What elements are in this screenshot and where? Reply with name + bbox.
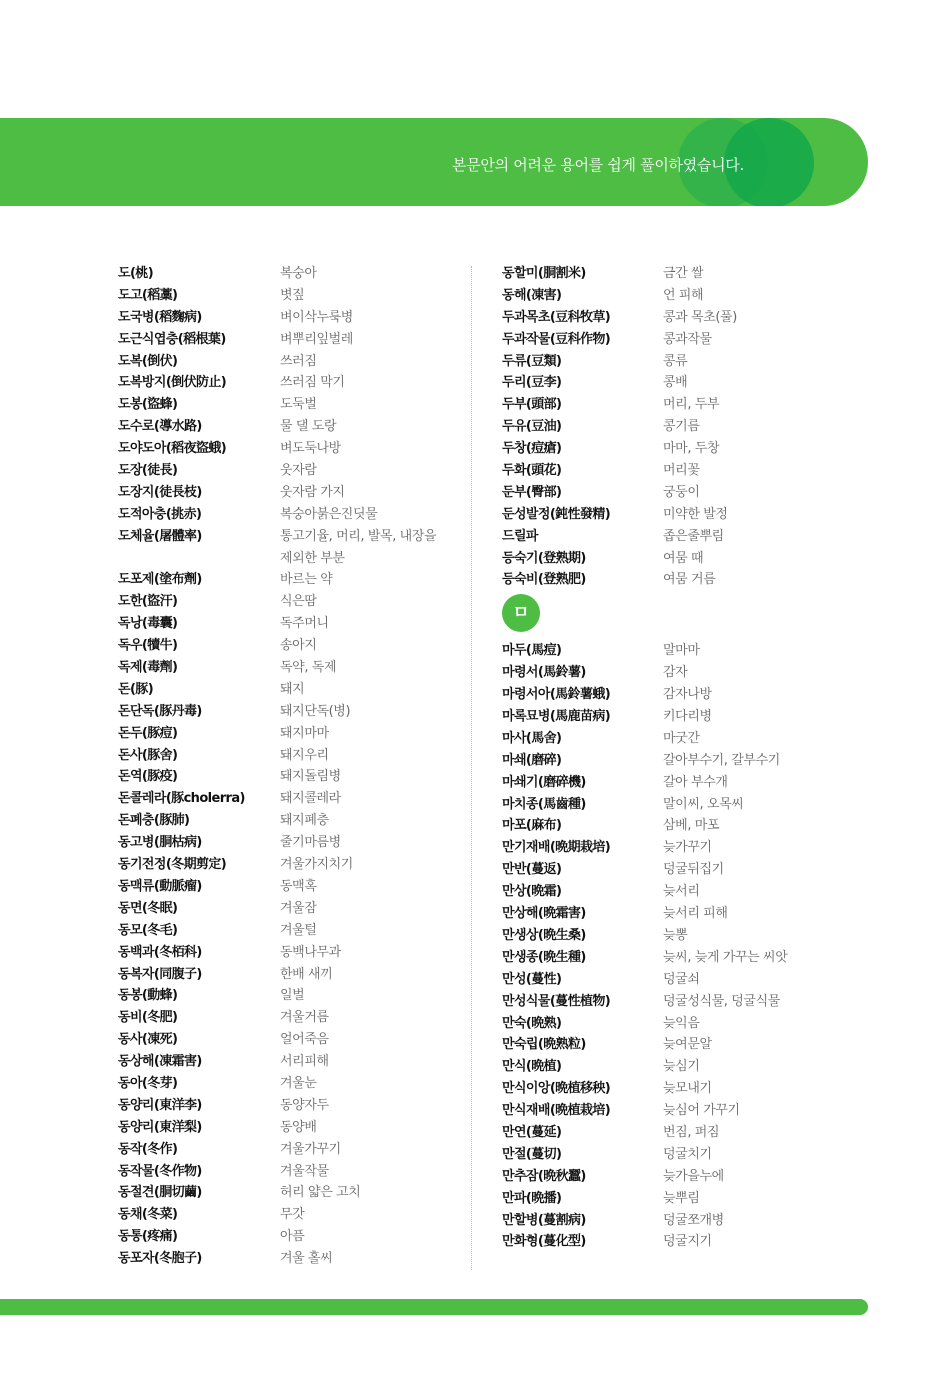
glossary-term: 마록묘병(馬鹿苗病) [502, 709, 611, 725]
glossary-term: 만상해(晩霜害) [502, 906, 586, 922]
glossary-definition: 볏짚 [280, 287, 305, 303]
glossary-definition: 늦심어 가꾸기 [663, 1103, 740, 1119]
glossary-term: 만생종(晩生種) [502, 949, 586, 965]
glossary-term: 독낭(毒囊) [118, 616, 178, 632]
glossary-definition: 미약한 발정 [663, 506, 728, 522]
glossary-definition: 늦여문알 [663, 1037, 712, 1053]
glossary-term: 도고(稻藁) [118, 287, 178, 303]
glossary-term: 만성식물(蔓性植物) [502, 993, 611, 1009]
glossary-term: 도국병(稻麴病) [118, 309, 202, 325]
glossary-entry [502, 706, 712, 728]
glossary-term: 마령서아(馬鈴薯蛾) [502, 687, 611, 703]
glossary-definition: 좁은줄뿌림 [663, 528, 724, 544]
glossary-term: 동양리(東洋梨) [118, 1119, 202, 1135]
glossary-entry [502, 394, 720, 416]
glossary-term: 두과목초(豆科牧草) [502, 309, 611, 325]
glossary-definition: 말이씨, 오목씨 [663, 796, 744, 812]
glossary-definition: 쓰러짐 [280, 353, 317, 369]
glossary-term: 만할병(蔓割病) [502, 1212, 586, 1228]
glossary-definition: 겨울거름 [280, 1010, 329, 1026]
glossary-definition: 언 피해 [663, 287, 704, 303]
glossary-term: 동모(冬毛) [118, 922, 178, 938]
glossary-term: 도복방지(倒伏防止) [118, 375, 227, 391]
glossary-term: 마쇄기(磨碎機) [502, 774, 586, 790]
glossary-definition: 갈아부수기, 갈부수기 [663, 752, 780, 768]
glossary-definition: 도둑벌 [280, 397, 317, 413]
glossary-entry [502, 1122, 720, 1144]
glossary-definition: 마굿간 [663, 730, 700, 746]
glossary-definition: 궁둥이 [663, 484, 700, 500]
glossary-definition: 콩과 목초(풀) [663, 309, 737, 325]
glossary-entry [502, 794, 744, 816]
glossary-term: 동통(疼痛) [118, 1229, 178, 1245]
glossary-term: 돈폐충(豚肺) [118, 813, 190, 829]
glossary-term: 동작(冬作) [118, 1141, 178, 1157]
glossary-term: 동포자(冬胞子) [118, 1251, 202, 1267]
glossary-term: 동채(冬菜) [118, 1207, 178, 1223]
glossary-definition: 겨울작물 [280, 1163, 329, 1179]
glossary-entry [502, 1056, 700, 1078]
glossary-term: 만생상(晩生桑) [502, 927, 586, 943]
glossary-definition: 늦가을누에 [663, 1168, 724, 1184]
glossary-term: 동기전정(冬期剪定) [118, 857, 227, 873]
glossary-definition: 머리꽃 [663, 463, 700, 479]
glossary-definition: 겨울 홀씨 [280, 1251, 333, 1267]
glossary-right-top [502, 263, 737, 591]
glossary-term: 만추잠(晩秋蠶) [502, 1168, 586, 1184]
glossary-term: 만반(蔓返) [502, 862, 562, 878]
glossary-term: 만절(蔓切) [502, 1146, 562, 1162]
glossary-definition: 독주머니 [280, 616, 329, 632]
glossary-term: 도야도아(稻夜盜蛾) [118, 441, 227, 457]
glossary-definition: 말마마 [663, 643, 700, 659]
glossary-term: 동작물(冬作物) [118, 1163, 202, 1179]
glossary-entry [502, 969, 700, 991]
glossary-definition: 식은땀 [280, 594, 317, 610]
glossary-term: 마두(馬痘) [502, 643, 562, 659]
glossary-definition: 머리, 두부 [663, 397, 720, 413]
glossary-term: 둔부(臀部) [502, 484, 562, 500]
glossary-definition: 콩배 [663, 375, 688, 391]
glossary-term: 동고병(胴枯病) [118, 835, 202, 851]
glossary-term: 돈두(豚痘) [118, 725, 178, 741]
glossary-term: 만성(蔓性) [502, 971, 562, 987]
glossary-entry [502, 859, 724, 881]
glossary-term: 돈역(豚疫) [118, 769, 178, 785]
glossary-entry [502, 837, 712, 859]
glossary-definition: 돼지콜레라 [280, 791, 341, 807]
glossary-definition: 바르는 약 [280, 572, 333, 588]
glossary-entry [502, 750, 780, 772]
glossary-definition: 겨울털 [280, 922, 317, 938]
section-badge [502, 594, 540, 632]
glossary-term: 동백과(冬栢科) [118, 944, 202, 960]
glossary-term: 두부(頭部) [502, 397, 562, 413]
glossary-term: 두류(豆類) [502, 353, 562, 369]
glossary-definition: 벼이삭누룩병 [280, 309, 353, 325]
glossary-definition: 일벌 [280, 988, 305, 1004]
glossary-term: 도체율(屠體率) [118, 528, 202, 544]
glossary-term: 도복(倒伏) [118, 353, 178, 369]
glossary-definition: 늦가꾸기 [663, 840, 712, 856]
glossary-definition: 벼도둑나방 [280, 441, 341, 457]
glossary-term: 마포(麻布) [502, 818, 562, 834]
glossary-entry [502, 684, 712, 706]
glossary-entry [502, 925, 688, 947]
glossary-term: 동봉(動蜂) [118, 988, 178, 1004]
glossary-entry [502, 1013, 700, 1035]
glossary-term: 만연(蔓延) [502, 1124, 562, 1140]
glossary-definition: 콩류 [663, 353, 688, 369]
glossary-right-column [502, 263, 788, 1253]
glossary-term: 만파(晩播) [502, 1190, 562, 1206]
glossary-definition: 무갓 [280, 1207, 305, 1223]
glossary-entry [502, 881, 700, 903]
glossary-definition: 금간 쌀 [663, 266, 704, 281]
glossary-term: 동절견(胴切繭) [118, 1185, 202, 1201]
glossary-entry [502, 351, 688, 373]
glossary-definition: 돼지폐충 [280, 813, 329, 829]
glossary-term: 동사(凍死) [118, 1032, 178, 1048]
glossary-definition: 돼지 [280, 681, 305, 697]
glossary-definition: 콩과작물 [663, 331, 712, 347]
glossary-entry [502, 526, 724, 548]
glossary-term: 두창(痘瘡) [502, 441, 562, 457]
glossary-definition: 여뭄 때 [663, 550, 704, 566]
glossary-definition: 돼지단독(병) [280, 703, 351, 719]
glossary-definition: 아픔 [280, 1229, 305, 1245]
section-letter: ㅁ [512, 603, 530, 624]
glossary-definition: 갈아 부수개 [663, 774, 728, 790]
glossary-definition: 덩굴치기 [663, 1146, 712, 1162]
glossary-definition: 송아지 [280, 638, 317, 654]
glossary-definition: 늦서리 피해 [663, 906, 728, 922]
glossary-definition: 복숭아붉은진딧물 [280, 506, 378, 522]
glossary-definition: 서리피해 [280, 1054, 329, 1070]
glossary-definition: 마마, 두창 [663, 441, 720, 457]
glossary-term: 동해(凍害) [502, 287, 562, 303]
glossary-term: 도적아충(挑赤) [118, 506, 202, 522]
glossary-term: 둔성발정(鈍性發精) [502, 506, 611, 522]
glossary-entry [502, 438, 720, 460]
glossary-entry [502, 285, 704, 307]
glossary-term: 만식이앙(晩植移秧) [502, 1081, 611, 1097]
glossary-definition: 한배 새끼 [280, 966, 333, 982]
glossary-term: 동양리(東洋李) [118, 1097, 202, 1113]
glossary-term: 마령서(馬鈴薯) [502, 665, 586, 681]
glossary-definition: 늦모내기 [663, 1081, 712, 1097]
glossary-definition: 겨울눈 [280, 1075, 317, 1091]
glossary-term: 돈단독(豚丹毒) [118, 703, 202, 719]
glossary-definition: 겨울잠 [280, 900, 317, 916]
glossary-term: 만기재배(晩期栽培) [502, 840, 611, 856]
glossary-definition: 콩기름 [663, 419, 700, 435]
glossary-entry [502, 1231, 712, 1253]
glossary-term: 동상해(凍霜害) [118, 1054, 202, 1070]
glossary-entry [502, 416, 700, 438]
glossary-definition: 웃자람 [280, 463, 317, 479]
glossary-term: 도근식엽충(稻根葉) [118, 331, 226, 347]
glossary-entry [502, 1078, 712, 1100]
glossary-term: 마사(馬舍) [502, 730, 562, 746]
glossary-term: 만식재배(晩植栽培) [502, 1103, 611, 1119]
glossary-entry [502, 1144, 712, 1166]
glossary-term: 등숙비(登熟肥) [502, 572, 586, 588]
glossary-definition: 독약, 독제 [280, 660, 337, 676]
glossary-definition: 감자 [663, 665, 688, 681]
glossary-definition: 복숭아 [280, 266, 317, 281]
glossary-term: 드릴파 [502, 528, 538, 544]
glossary-definition: 줄기마름병 [280, 835, 341, 851]
glossary-term: 도수로(導水路) [118, 419, 202, 435]
glossary-definition: 덩굴쇠 [663, 971, 700, 987]
glossary-term: 도장지(徒長枝) [118, 484, 202, 500]
glossary-entry [502, 548, 704, 570]
glossary-entry [502, 1166, 724, 1188]
glossary-term: 돈콜레라(豚cholerra) [118, 791, 245, 807]
glossary-definition: 돼지마마 [280, 725, 329, 741]
glossary-entry [502, 662, 688, 684]
glossary-definition: 겨울가지치기 [280, 857, 353, 873]
glossary-term: 두과작물(豆科作物) [502, 331, 611, 347]
glossary-definition: 늦뿌림 [663, 1190, 700, 1206]
glossary-definition: 늦서리 [663, 884, 700, 900]
glossary-term: 두화(頭花) [502, 463, 562, 479]
footer-bar [0, 1299, 868, 1315]
glossary-definition: 여뭄 거름 [663, 572, 716, 588]
glossary-definition: 동양자두 [280, 1097, 329, 1113]
glossary-entry [502, 640, 700, 662]
glossary-term: 동비(冬肥) [118, 1010, 178, 1026]
glossary-term: 도봉(盜蜂) [118, 397, 178, 413]
glossary-entry [502, 991, 780, 1013]
glossary-term: 동면(冬眠) [118, 900, 178, 916]
glossary-term: 독제(毒劑) [118, 660, 178, 676]
glossary-term: 도(桃) [118, 266, 154, 281]
glossary-entry [502, 728, 700, 750]
glossary-definition: 감자나방 [663, 687, 712, 703]
glossary-entry [502, 947, 788, 969]
banner-subtitle: 본문안의 어려운 용어를 쉽게 풀이하였습니다. [452, 156, 744, 174]
glossary-definition: 번짐, 퍼짐 [663, 1124, 720, 1140]
glossary-entry [502, 903, 728, 925]
glossary-term: 마쇄(磨碎) [502, 752, 562, 768]
glossary-definition: 삼베, 마포 [663, 818, 720, 834]
glossary-definition: 덩굴뒤집기 [663, 862, 724, 878]
glossary-term: 독우(犢牛) [118, 638, 178, 654]
glossary-term: 두리(豆李) [502, 375, 562, 391]
glossary-right-bottom [502, 640, 788, 1253]
glossary-entry [502, 307, 737, 329]
glossary-entry [502, 372, 688, 394]
glossary-definition: 얼어죽음 [280, 1032, 329, 1048]
glossary-term: 만숙(晩熟) [502, 1015, 562, 1031]
glossary-term: 만화형(蔓化型) [502, 1234, 586, 1250]
glossary-definition: 웃자람 가지 [280, 484, 345, 500]
glossary-term: 동아(冬芽) [118, 1075, 178, 1091]
glossary-definition: 키다리병 [663, 709, 712, 725]
glossary-definition: 늦익음 [663, 1015, 700, 1031]
glossary-term: 도포제(塗布劑) [118, 572, 202, 588]
glossary-definition: 제외한 부분 [280, 550, 345, 566]
glossary-term: 동맥류(動脈瘤) [118, 878, 202, 894]
glossary-definition: 덩굴쪼개병 [663, 1212, 724, 1228]
glossary-term: 두유(豆油) [502, 419, 562, 435]
column-divider [471, 266, 472, 1270]
glossary-entry [502, 1034, 712, 1056]
glossary-definition: 물 댈 도랑 [280, 419, 337, 435]
glossary-definition: 늦심기 [663, 1059, 700, 1075]
glossary-entry [502, 815, 720, 837]
glossary-entry [502, 1188, 700, 1210]
glossary-term: 만상(晩霜) [502, 884, 562, 900]
glossary-entry [502, 460, 700, 482]
glossary-term: 만식(晩植) [502, 1059, 562, 1075]
glossary-entry [502, 1100, 740, 1122]
glossary-term: 등숙기(登熟期) [502, 550, 586, 566]
glossary-term: 동할미(胴割米) [502, 266, 586, 281]
glossary-definition: 돼지우리 [280, 747, 329, 763]
glossary-term: 돈사(豚舍) [118, 747, 178, 763]
glossary-entry [502, 772, 728, 794]
glossary-entry [502, 504, 728, 526]
glossary-term: 동복자(同腹子) [118, 966, 202, 982]
glossary-term: 마치종(馬齒種) [502, 796, 586, 812]
glossary-definition: 동양배 [280, 1119, 317, 1135]
glossary-definition: 돼지돌림병 [280, 769, 341, 785]
glossary-definition: 덩굴지기 [663, 1234, 712, 1250]
glossary-definition: 동백나무과 [280, 944, 341, 960]
glossary-entry [502, 329, 712, 351]
glossary-entry [502, 569, 716, 591]
glossary-definition: 늦뽕 [663, 927, 688, 943]
glossary-entry [502, 482, 700, 504]
glossary-definition: 쓰러짐 막기 [280, 375, 345, 391]
glossary-definition: 통고기율, 머리, 발목, 내장을 [280, 528, 437, 544]
glossary-entry [502, 263, 704, 285]
glossary-definition: 허리 얇은 고치 [280, 1185, 361, 1201]
glossary-definition: 동맥혹 [280, 878, 317, 894]
glossary-entry [502, 1210, 724, 1232]
glossary-definition: 늦씨, 늦게 가꾸는 씨앗 [663, 949, 788, 965]
glossary-term: 만숙립(晩熟粒) [502, 1037, 586, 1053]
glossary-definition: 덩굴성식물, 덩굴식물 [663, 993, 780, 1009]
glossary-definition: 벼뿌리잎벌레 [280, 331, 353, 347]
glossary-term: 도장(徒長) [118, 463, 178, 479]
glossary-term: 돈(豚) [118, 681, 154, 697]
glossary-definition: 겨울가꾸기 [280, 1141, 341, 1157]
glossary-term: 도한(盜汗) [118, 594, 178, 610]
